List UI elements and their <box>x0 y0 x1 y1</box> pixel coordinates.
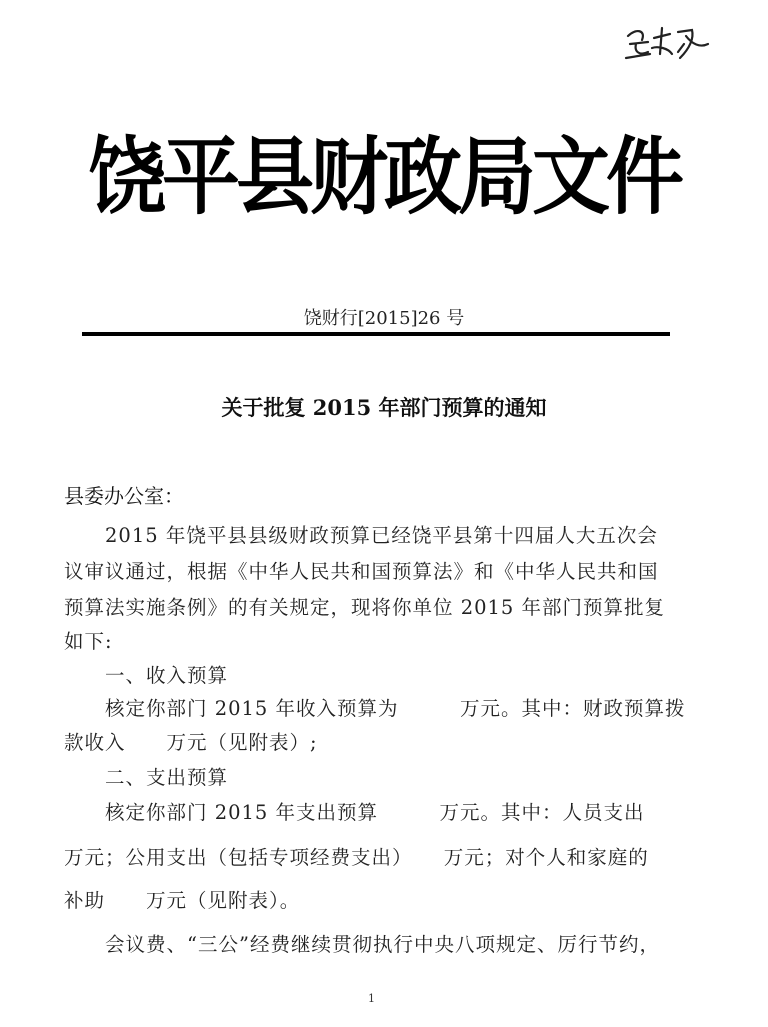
document-header-title: 饶平县财政局文件 <box>87 129 680 227</box>
header-divider <box>82 332 670 336</box>
section-heading-income: 一、收入预算 <box>64 664 229 687</box>
body-line: 核定你部门 2015 年支出预算 万元。其中：人员支出 <box>64 801 645 824</box>
recipient: 县委办公室： <box>64 484 184 508</box>
body-line: 如下: <box>64 630 113 653</box>
section-heading-expenditure: 二、支出预算 <box>64 766 229 789</box>
page-number: 1 <box>368 992 375 1005</box>
body-line: 核定你部门 2015 年收入预算为 万元。其中：财政预算拨 <box>64 697 686 720</box>
body-line: 预算法实施条例》的有关规定，现将你单位 2015 年部门预算批复 <box>64 596 666 619</box>
body-line: 会议费、“三公”经费继续贯彻执行中央八项规定、厉行节约， <box>64 933 660 956</box>
notice-title: 关于批复 2015 年部门预算的通知 <box>221 395 547 420</box>
body-line: 2015 年饶平县县级财政预算已经饶平县第十四届人大五次会 <box>64 524 658 547</box>
document-number: 饶财行[2015]26 号 <box>303 308 465 329</box>
handwritten-annotation <box>622 18 712 70</box>
body-line: 议审议通过，根据《中华人民共和国预算法》和《中华人民共和国 <box>64 560 659 583</box>
handwritten-annotation-drawing <box>622 18 712 70</box>
body-line: 款收入 万元（见附表）; <box>64 731 318 754</box>
body-line: 万元；公用支出（包括专项经费支出） 万元；对个人和家庭的 <box>64 846 649 869</box>
body-line: 补助 万元（见附表）。 <box>64 889 301 912</box>
